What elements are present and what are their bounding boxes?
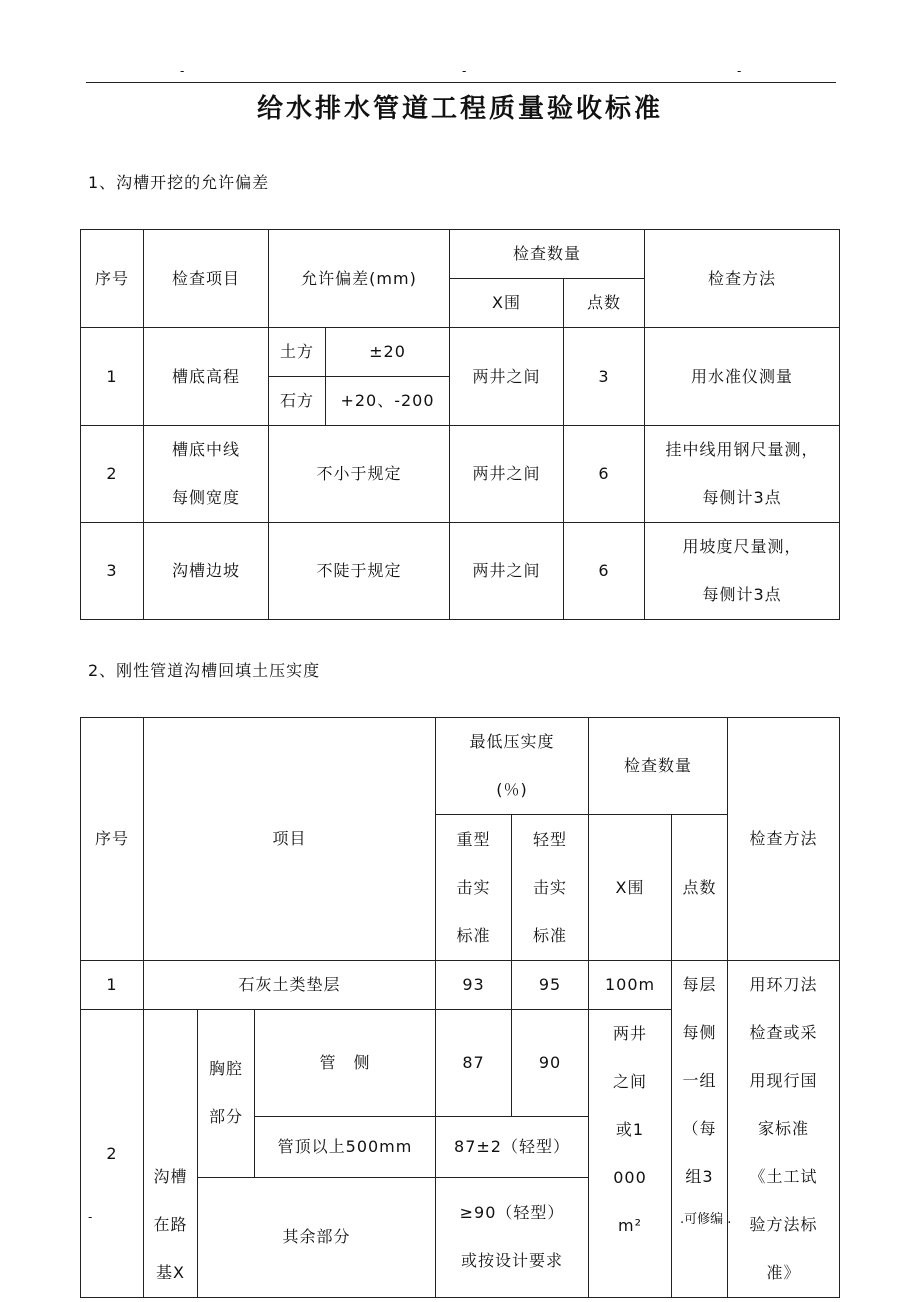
s2-points-merged-text: 每层每侧一组（每组3 xyxy=(682,975,717,1186)
s2-row2-c-val-line1: ≥90（轻型） xyxy=(459,1203,565,1223)
section1-heading: 1、沟槽开挖的允许偏差 xyxy=(88,173,270,192)
header-mark-left: - xyxy=(180,64,185,78)
th2-method: 检查方法 xyxy=(728,718,840,961)
s2-row2-a-label: 管 侧 xyxy=(255,1010,436,1117)
s2-row1-no: 1 xyxy=(81,961,144,1010)
s2-row1-range: 100m xyxy=(589,961,672,1010)
s2-row2-a-heavy: 87 xyxy=(436,1010,512,1117)
s2-row1-light: 95 xyxy=(512,961,589,1010)
th-range: X围 xyxy=(450,279,564,328)
header-rule xyxy=(86,82,836,83)
s2-method-merged-text: 用环刀法检查或采用现行国家标准《土工试验方法标准》 xyxy=(749,975,818,1282)
th-tolerance: 允许偏差(mm) xyxy=(269,230,450,328)
row1-method: 用水准仪测量 xyxy=(645,328,840,426)
s2-points-merged xyxy=(672,961,728,1298)
th2-min xyxy=(436,718,589,815)
s2-row2-sub xyxy=(198,1010,255,1178)
s2-row1-heavy: 93 xyxy=(436,961,512,1010)
row3-method-line2: 每侧计3点 xyxy=(702,585,782,604)
row2-item-line2: 每侧宽度 xyxy=(171,488,240,507)
th-qty: 检查数量 xyxy=(450,230,645,279)
row2-method-line2: 每侧计3点 xyxy=(702,488,782,507)
row3-method-line1: 用坡度尺量测， xyxy=(682,537,802,556)
row1-points: 3 xyxy=(564,328,645,426)
th2-min-line1: 最低压实度 xyxy=(469,732,555,751)
th2-item: 项目 xyxy=(144,718,436,961)
header-mark-right: - xyxy=(737,64,742,78)
th2-no: 序号 xyxy=(81,718,144,961)
row2-item-line1: 槽底中线 xyxy=(171,440,240,459)
s2-row2-group xyxy=(144,1010,198,1298)
row3-points: 6 xyxy=(564,523,645,620)
th-method: 检查方法 xyxy=(645,230,840,328)
row1-val1: ±20 xyxy=(326,328,450,377)
footer-editable-note: .可修编 . xyxy=(680,1212,732,1227)
row3-item: 沟槽边坡 xyxy=(144,523,269,620)
page-title: 给水排水管道工程质量验收标准 xyxy=(256,94,663,124)
row1-val2: +20、-200 xyxy=(326,377,450,426)
row2-tolerance: 不小于规定 xyxy=(269,426,450,523)
row2-method xyxy=(645,426,840,523)
th2-qty: 检查数量 xyxy=(589,718,728,815)
s2-row2-b-val: 87±2（轻型） xyxy=(436,1117,589,1177)
s2-row2-no: 2 xyxy=(81,1010,144,1298)
s2-row2-sub-text: 胸腔部分 xyxy=(208,1059,243,1127)
row2-method-line1: 挂中线用钢尺量测， xyxy=(665,440,819,459)
row1-range: 两井之间 xyxy=(450,328,564,426)
th2-points: 点数 xyxy=(672,815,728,961)
row2-points: 6 xyxy=(564,426,645,523)
th2-heavy-text: 重型击实标准 xyxy=(456,829,491,945)
th2-range: X围 xyxy=(589,815,672,961)
s2-row2-c-val-line2: 或按设计要求 xyxy=(461,1251,564,1271)
s2-row2-group-text: 沟槽在路基X xyxy=(153,1167,188,1282)
row1-no: 1 xyxy=(81,328,144,426)
header-mark-mid: - xyxy=(462,64,467,78)
th-item: 检查项目 xyxy=(144,230,269,328)
s2-row2-c-val xyxy=(436,1177,589,1298)
row3-tolerance: 不陡于规定 xyxy=(269,523,450,620)
row3-method xyxy=(645,523,840,620)
th2-light xyxy=(512,815,589,961)
th2-min-line2: (％) xyxy=(496,780,528,799)
s2-row2-range xyxy=(589,1010,672,1298)
th-no: 序号 xyxy=(81,230,144,328)
s2-row2-range-text: 两井之间或1000m² xyxy=(613,1024,648,1235)
th-points: 点数 xyxy=(564,279,645,328)
th2-light-text: 轻型击实标准 xyxy=(533,829,568,945)
s2-row2-c-label: 其余部分 xyxy=(198,1177,436,1298)
s2-row1-item: 石灰土类垫层 xyxy=(144,961,436,1010)
th2-heavy xyxy=(436,815,512,961)
s2-row2-b-label: 管顶以上500mm xyxy=(255,1117,436,1177)
s2-row2-a-light: 90 xyxy=(512,1010,589,1117)
row3-no: 3 xyxy=(81,523,144,620)
row1-item: 槽底高程 xyxy=(144,328,269,426)
s2-method-merged xyxy=(728,961,840,1298)
row3-range: 两井之间 xyxy=(450,523,564,620)
row2-range: 两井之间 xyxy=(450,426,564,523)
footer-mark-left: - xyxy=(88,1210,93,1224)
row2-no: 2 xyxy=(81,426,144,523)
section2-heading: 2、刚性管道沟槽回填土压实度 xyxy=(88,661,321,680)
row1-sub1: 土方 xyxy=(269,328,326,377)
row1-sub2: 石方 xyxy=(269,377,326,426)
row2-item xyxy=(144,426,269,523)
table-trench-tolerance xyxy=(80,229,840,620)
